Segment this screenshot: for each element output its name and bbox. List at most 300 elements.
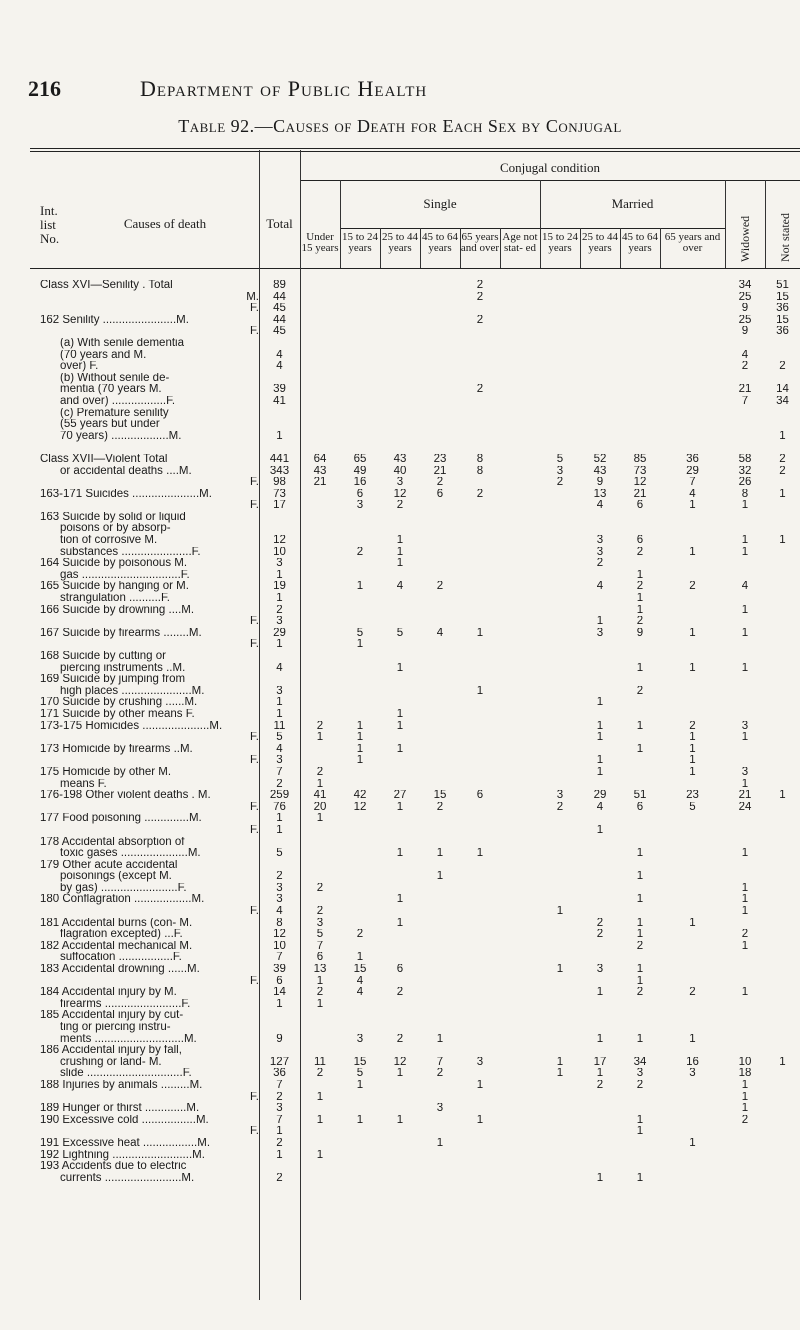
count-cell xyxy=(580,906,620,918)
count-cell xyxy=(340,871,380,883)
count-cell: 21 xyxy=(738,384,752,396)
count-cell xyxy=(340,686,380,698)
count-cell xyxy=(500,523,540,535)
count-cell xyxy=(540,871,580,883)
count-cell xyxy=(460,964,500,976)
count-cell xyxy=(580,999,620,1011)
table-row xyxy=(30,350,800,362)
count-cell xyxy=(420,894,460,906)
count-cell xyxy=(420,408,460,420)
count-cell xyxy=(660,1161,725,1173)
count-cell: 2 xyxy=(636,581,644,593)
count-cell xyxy=(500,338,540,350)
cause-label: poisonings (except M. xyxy=(60,871,172,883)
count-cell: 58 xyxy=(738,453,752,465)
count-cell xyxy=(620,338,660,350)
count-cell: 2 xyxy=(316,766,324,778)
count-cell: 1 xyxy=(276,708,283,720)
count-cell xyxy=(540,767,580,779)
cause-label: 163 Suicide by solid or liquid xyxy=(40,511,186,523)
count-cell xyxy=(765,500,800,512)
count-cell xyxy=(380,1138,420,1150)
count-cell xyxy=(540,1161,580,1173)
table-row xyxy=(30,616,800,628)
count-cell: 1 xyxy=(396,708,404,720)
count-cell xyxy=(540,918,580,930)
count-cell xyxy=(420,1010,460,1022)
count-cell: 1 xyxy=(596,720,604,732)
count-cell xyxy=(340,442,380,454)
count-cell xyxy=(620,431,660,443)
count-cell xyxy=(765,1161,800,1173)
count-cell: 1 xyxy=(689,1033,696,1045)
count-cell xyxy=(660,964,725,976)
count-cell: 13 xyxy=(593,488,607,500)
count-cell: 1 xyxy=(476,848,484,860)
count-cell xyxy=(765,1080,800,1092)
count-cell xyxy=(580,1103,620,1115)
count-cell: 2 xyxy=(316,1068,324,1080)
count-cell: 12 xyxy=(273,929,286,941)
count-cell: 1 xyxy=(779,535,786,547)
count-cell: 2 xyxy=(356,929,364,941)
count-cell xyxy=(300,326,340,338)
count-cell: 4 xyxy=(741,581,749,593)
cause-label: 183 Accidental drowning ......M. xyxy=(40,964,200,976)
count-cell xyxy=(540,280,580,292)
count-cell xyxy=(725,1034,765,1046)
count-cell xyxy=(460,442,500,454)
count-cell xyxy=(540,338,580,350)
count-cell: 23 xyxy=(433,453,447,465)
count-cell xyxy=(540,500,580,512)
page-number: 216 xyxy=(28,76,61,101)
cause-label: 189 Hunger or thirst .............M. xyxy=(40,1103,200,1115)
count-cell xyxy=(620,825,660,837)
count-cell: 1 xyxy=(741,778,749,790)
count-cell: 2 xyxy=(741,361,749,373)
count-cell xyxy=(580,419,620,431)
count-cell xyxy=(460,1161,500,1173)
count-cell: 52 xyxy=(593,453,607,465)
count-cell xyxy=(580,396,620,408)
count-cell: 2 xyxy=(396,1033,404,1045)
count-cell xyxy=(725,674,765,686)
cause-label: tion of corrosive M. xyxy=(60,535,158,547)
count-cell: 1 xyxy=(396,662,404,674)
count-cell xyxy=(460,883,500,895)
count-cell xyxy=(300,292,340,304)
count-cell: 1 xyxy=(636,894,644,906)
count-cell xyxy=(580,651,620,663)
count-cell xyxy=(259,1010,300,1022)
count-cell xyxy=(725,558,765,570)
cause-label: F. xyxy=(250,906,259,918)
count-cell xyxy=(725,755,765,767)
count-cell xyxy=(580,709,620,721)
count-cell xyxy=(380,396,420,408)
count-cell: 1 xyxy=(596,697,604,709)
count-cell xyxy=(460,1010,500,1022)
count-cell xyxy=(765,1045,800,1057)
count-cell xyxy=(460,999,500,1011)
count-cell xyxy=(725,639,765,651)
count-cell: 1 xyxy=(636,743,644,755)
count-cell: 1 xyxy=(276,1149,283,1161)
count-cell xyxy=(500,883,540,895)
count-cell xyxy=(660,338,725,350)
count-cell xyxy=(380,350,420,362)
count-cell: 2 xyxy=(476,384,484,396)
count-cell xyxy=(540,1022,580,1034)
count-cell: 2 xyxy=(436,581,444,593)
count-cell xyxy=(500,767,540,779)
count-cell: 21 xyxy=(633,488,647,500)
count-cell xyxy=(500,442,540,454)
count-cell xyxy=(380,651,420,663)
count-cell xyxy=(460,732,500,744)
count-cell: 3 xyxy=(556,790,564,802)
count-cell xyxy=(460,837,500,849)
count-cell: 2 xyxy=(436,1068,444,1080)
count-cell xyxy=(380,755,420,767)
cause-label: F. xyxy=(250,639,259,651)
count-cell xyxy=(620,326,660,338)
table-row xyxy=(30,512,800,524)
count-cell xyxy=(660,408,725,420)
count-cell xyxy=(540,396,580,408)
count-cell xyxy=(620,373,660,385)
count-cell xyxy=(500,1022,540,1034)
count-cell xyxy=(380,952,420,964)
cause-label: mentia (70 years M. xyxy=(60,384,162,396)
count-cell xyxy=(580,1126,620,1138)
count-cell xyxy=(765,813,800,825)
count-cell xyxy=(420,512,460,524)
count-cell xyxy=(380,523,420,535)
count-cell: 343 xyxy=(269,465,290,477)
count-cell xyxy=(660,686,725,698)
table-row xyxy=(30,813,800,825)
count-cell xyxy=(725,697,765,709)
count-cell: 3 xyxy=(276,882,283,894)
count-cell xyxy=(460,1173,500,1185)
count-cell xyxy=(660,523,725,535)
count-cell xyxy=(660,1010,725,1022)
cause-label: toxic gases .....................M. xyxy=(60,848,201,860)
count-cell xyxy=(660,999,725,1011)
count-cell xyxy=(725,373,765,385)
count-cell xyxy=(460,1045,500,1057)
count-cell xyxy=(765,547,800,559)
count-cell xyxy=(540,663,580,675)
count-cell: 2 xyxy=(276,1137,283,1149)
count-cell xyxy=(540,616,580,628)
count-cell xyxy=(460,338,500,350)
count-cell xyxy=(660,906,725,918)
table-row xyxy=(30,419,800,431)
count-cell xyxy=(500,918,540,930)
count-cell xyxy=(660,837,725,849)
count-cell xyxy=(765,581,800,593)
count-cell xyxy=(725,744,765,756)
count-cell xyxy=(765,523,800,535)
count-cell xyxy=(540,894,580,906)
count-cell xyxy=(765,1173,800,1185)
count-cell xyxy=(765,1138,800,1150)
count-cell xyxy=(765,1115,800,1127)
count-cell xyxy=(540,303,580,315)
count-cell: 1 xyxy=(636,593,644,605)
table-body xyxy=(30,280,800,1184)
count-cell xyxy=(420,744,460,756)
count-cell: 17 xyxy=(273,500,286,512)
table-row xyxy=(30,976,800,988)
cause-label: 173-175 Homicides .....................M. xyxy=(40,720,223,732)
table-row xyxy=(30,547,800,559)
count-cell xyxy=(500,280,540,292)
count-cell: 2 xyxy=(316,987,324,999)
count-cell xyxy=(420,1173,460,1185)
col-header: 25 to 44 years xyxy=(381,231,419,254)
count-cell xyxy=(500,1045,540,1057)
count-cell xyxy=(620,767,660,779)
count-cell xyxy=(500,837,540,849)
count-cell xyxy=(300,628,340,640)
count-cell xyxy=(420,442,460,454)
count-cell xyxy=(765,442,800,454)
count-cell xyxy=(380,292,420,304)
cause-label: currents ........................M. xyxy=(60,1172,195,1184)
table-row xyxy=(30,326,800,338)
count-cell: 1 xyxy=(779,488,786,500)
count-cell xyxy=(725,570,765,582)
count-cell xyxy=(725,1161,765,1173)
cause-label: 170 Suicide by crushing ......M. xyxy=(40,697,198,709)
count-cell: 5 xyxy=(556,453,564,465)
count-cell: 12 xyxy=(633,477,647,489)
count-cell xyxy=(259,338,300,350)
count-cell: 1 xyxy=(316,1091,324,1103)
count-cell: 2 xyxy=(356,546,364,558)
count-cell xyxy=(500,964,540,976)
count-cell xyxy=(420,326,460,338)
count-cell xyxy=(259,837,300,849)
count-cell xyxy=(340,558,380,570)
cause-label: 191 Excessive heat .................M. xyxy=(40,1137,211,1149)
count-cell xyxy=(660,674,725,686)
count-cell xyxy=(500,1010,540,1022)
count-cell xyxy=(300,1045,340,1057)
count-cell xyxy=(380,512,420,524)
count-cell: 1 xyxy=(741,732,749,744)
count-cell: 1 xyxy=(316,732,324,744)
count-cell xyxy=(620,906,660,918)
cause-label: (55 years but under xyxy=(60,419,160,431)
count-cell: 3 xyxy=(596,627,604,639)
count-cell xyxy=(540,697,580,709)
count-cell xyxy=(460,987,500,999)
count-cell xyxy=(340,523,380,535)
count-cell xyxy=(300,303,340,315)
count-cell: 2 xyxy=(276,604,283,616)
cause-label: ting or piercing instru- xyxy=(60,1022,171,1033)
count-cell xyxy=(300,871,340,883)
count-cell xyxy=(460,952,500,964)
count-cell: 1 xyxy=(779,430,786,442)
count-cell xyxy=(540,813,580,825)
table-row xyxy=(30,721,800,733)
count-cell xyxy=(725,338,765,350)
count-cell: 2 xyxy=(316,720,324,732)
count-cell: 4 xyxy=(276,906,283,918)
count-cell xyxy=(340,1010,380,1022)
count-cell xyxy=(540,570,580,582)
count-cell xyxy=(660,616,725,628)
cause-label: F. xyxy=(250,975,259,987)
count-cell: 6 xyxy=(476,790,484,802)
top-rule-double xyxy=(30,151,800,152)
count-cell: 6 xyxy=(636,535,644,547)
count-cell xyxy=(380,280,420,292)
count-cell xyxy=(540,431,580,443)
count-cell xyxy=(765,894,800,906)
count-cell xyxy=(660,651,725,663)
count-cell xyxy=(660,535,725,547)
table-row xyxy=(30,1161,800,1173)
count-cell: 13 xyxy=(313,964,327,976)
cause-label: F. xyxy=(250,326,259,338)
count-cell xyxy=(420,1092,460,1104)
count-cell: 3 xyxy=(276,755,283,767)
count-cell xyxy=(460,1126,500,1138)
count-cell xyxy=(620,315,660,327)
count-cell xyxy=(725,1022,765,1034)
causes-table xyxy=(30,280,800,1184)
count-cell xyxy=(580,512,620,524)
count-cell: 1 xyxy=(476,1114,484,1126)
count-cell xyxy=(765,616,800,628)
count-cell: 2 xyxy=(276,1091,283,1103)
count-cell: 1 xyxy=(356,1114,364,1126)
table-row xyxy=(30,593,800,605)
count-cell xyxy=(380,1080,420,1092)
count-cell: 2 xyxy=(316,906,324,918)
count-cell xyxy=(460,802,500,814)
count-cell: 1 xyxy=(356,952,364,964)
count-cell xyxy=(380,361,420,373)
table-row xyxy=(30,408,800,420)
count-cell xyxy=(500,535,540,547)
count-cell xyxy=(725,431,765,443)
count-cell xyxy=(300,1138,340,1150)
count-cell: 1 xyxy=(636,1126,644,1138)
count-cell xyxy=(580,674,620,686)
table-row xyxy=(30,535,800,547)
count-cell: 4 xyxy=(276,349,283,361)
count-cell: 1 xyxy=(396,558,404,570)
count-cell xyxy=(765,1092,800,1104)
count-cell xyxy=(540,1150,580,1162)
count-cell xyxy=(460,1034,500,1046)
count-cell xyxy=(380,941,420,953)
cause-label: ments ............................M. xyxy=(60,1033,197,1045)
count-cell xyxy=(340,593,380,605)
count-cell: 76 xyxy=(273,801,286,813)
count-cell xyxy=(660,593,725,605)
count-cell: 1 xyxy=(596,766,604,778)
count-cell: 29 xyxy=(593,790,607,802)
count-cell: 1 xyxy=(741,848,749,860)
count-cell: 5 xyxy=(356,1068,364,1080)
count-cell xyxy=(380,686,420,698)
table-row xyxy=(30,929,800,941)
count-cell: 15 xyxy=(776,291,789,303)
count-cell xyxy=(540,326,580,338)
count-cell: 4 xyxy=(689,488,696,500)
count-cell: 1 xyxy=(436,871,444,883)
count-cell xyxy=(725,1045,765,1057)
count-cell: 2 xyxy=(316,882,324,894)
count-cell xyxy=(340,384,380,396)
count-cell: 15 xyxy=(353,964,367,976)
count-cell: 2 xyxy=(636,987,644,999)
count-cell xyxy=(540,848,580,860)
count-cell xyxy=(660,396,725,408)
count-cell xyxy=(420,999,460,1011)
count-cell xyxy=(725,1173,765,1185)
count-cell xyxy=(500,894,540,906)
count-cell: 7 xyxy=(276,952,283,964)
count-cell xyxy=(300,860,340,872)
count-cell xyxy=(620,651,660,663)
count-cell xyxy=(500,651,540,663)
count-cell xyxy=(765,709,800,721)
count-cell xyxy=(420,303,460,315)
count-cell xyxy=(460,976,500,988)
count-cell: 1 xyxy=(316,1149,324,1161)
count-cell xyxy=(420,929,460,941)
count-cell xyxy=(540,1173,580,1185)
count-cell: 3 xyxy=(276,685,283,697)
count-cell xyxy=(500,558,540,570)
count-cell xyxy=(580,303,620,315)
count-cell xyxy=(580,1010,620,1022)
header-bottom-rule xyxy=(30,268,800,269)
count-cell xyxy=(660,1150,725,1162)
count-cell: 20 xyxy=(313,801,327,813)
count-cell xyxy=(420,941,460,953)
count-cell xyxy=(660,512,725,524)
table-row xyxy=(30,732,800,744)
count-cell xyxy=(420,987,460,999)
table-row xyxy=(30,767,800,779)
count-cell xyxy=(660,639,725,651)
table-row xyxy=(30,292,800,304)
count-cell: 2 xyxy=(556,801,564,813)
count-cell xyxy=(340,837,380,849)
count-cell xyxy=(765,697,800,709)
count-cell xyxy=(580,1022,620,1034)
count-cell xyxy=(460,477,500,489)
count-cell xyxy=(540,744,580,756)
count-cell: 44 xyxy=(273,314,286,326)
count-cell xyxy=(725,442,765,454)
count-cell xyxy=(765,373,800,385)
count-cell xyxy=(500,326,540,338)
table-row xyxy=(30,709,800,721)
count-cell: 7 xyxy=(689,477,696,489)
